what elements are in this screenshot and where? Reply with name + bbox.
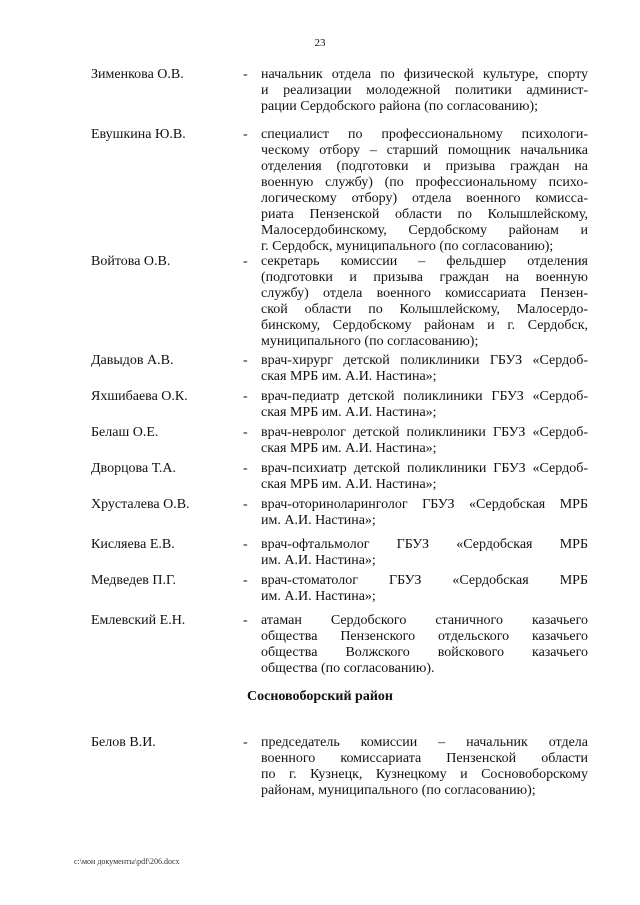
member-description-line: районам, муниципального (по согласованию); xyxy=(261,783,536,798)
member-description-line: им. А.И. Настина»; xyxy=(261,589,376,604)
member-name: Яхшибаева О.К. xyxy=(91,389,188,404)
member-description-line: рации Сердобского района (по согласованию); xyxy=(261,99,539,114)
member-description xyxy=(261,497,588,529)
member-description-line: врач-педиатр детской поликлиники ГБУЗ «Сердоб- xyxy=(261,389,588,404)
member-description xyxy=(261,353,588,385)
member-description-line: врач-стоматолог ГБУЗ «Сердобская МРБ xyxy=(261,573,588,588)
section-heading: Сосновоборский район xyxy=(247,689,393,704)
member-name: Хрусталева О.В. xyxy=(91,497,190,512)
member-description-line: (подготовки и призыва граждан на военную xyxy=(261,270,588,285)
member-description-line: отделения (подготовки и призыва граждан на xyxy=(261,159,588,174)
member-name: Белаш О.Е. xyxy=(91,425,159,440)
member-description xyxy=(261,254,588,350)
member-description xyxy=(261,389,588,421)
member-description-line: общества Пензенского отдельского казачьего xyxy=(261,629,588,644)
member-description-line: Малосердобинскому, Сердобскому районам и xyxy=(261,223,588,238)
member-description-line: и реализации молодежной политики админист- xyxy=(261,83,588,98)
member-description-line: им. А.И. Настина»; xyxy=(261,553,376,568)
member-description-line: ская МРБ им. А.И. Настина»; xyxy=(261,477,437,492)
member-name: Евушкина Ю.В. xyxy=(91,127,186,142)
member-description xyxy=(261,537,588,569)
member-name: Емлевский Е.Н. xyxy=(91,613,186,628)
member-description-line: г. Сердобск, муниципального (по согласованию); xyxy=(261,239,554,254)
member-dash: - xyxy=(243,613,248,628)
member-description-line: риата Пензенской области по Колышлейскому, xyxy=(261,207,588,222)
member-description-line: логическому отбору) отдела военного комисса- xyxy=(261,191,588,206)
member-dash: - xyxy=(243,735,248,750)
member-description-line: врач-хирург детской поликлиники ГБУЗ «Сердоб- xyxy=(261,353,588,368)
member-description-line: военную службу) (по профессиональному психо- xyxy=(261,175,588,190)
member-description-line: врач-психиатр детской поликлиники ГБУЗ «Сердоб- xyxy=(261,461,588,476)
member-description-line: военного комиссариата Пензенской области xyxy=(261,751,588,766)
member-description-line: врач-оториноларинголог ГБУЗ «Сердобская МРБ xyxy=(261,497,588,512)
member-description-line: ской области по Колышлейскому, Малосердо- xyxy=(261,302,588,317)
member-description-line: ская МРБ им. А.И. Настина»; xyxy=(261,405,437,420)
member-description-line: специалист по профессиональному психологи- xyxy=(261,127,588,142)
member-description-line: общества (по согласованию). xyxy=(261,661,435,676)
member-description-line: муниципального (по согласованию); xyxy=(261,334,479,349)
member-description xyxy=(261,67,588,115)
member-dash: - xyxy=(243,573,248,588)
member-name: Зименкова О.В. xyxy=(91,67,184,82)
member-description-line: бинскому, Сердобскому районам и г. Сердобск, xyxy=(261,318,588,333)
member-name: Кисляева Е.В. xyxy=(91,537,175,552)
member-description xyxy=(261,127,588,255)
member-description-line: начальник отдела по физической культуре, спорту xyxy=(261,67,588,82)
member-dash: - xyxy=(243,254,248,269)
member-dash: - xyxy=(243,537,248,552)
member-description-line: ческому отбору – старший помощник начальника xyxy=(261,143,588,158)
member-dash: - xyxy=(243,127,248,142)
member-description-line: врач-офтальмолог ГБУЗ «Сердобская МРБ xyxy=(261,537,588,552)
member-description-line: ская МРБ им. А.И. Настина»; xyxy=(261,441,437,456)
member-dash: - xyxy=(243,389,248,404)
member-description xyxy=(261,613,588,677)
member-description-line: по г. Кузнецк, Кузнецкому и Сосновоборскому xyxy=(261,767,588,782)
member-name: Войтова О.В. xyxy=(91,254,171,269)
page-number: 23 xyxy=(314,37,326,49)
member-description-line: атаман Сердобского станичного казачьего xyxy=(261,613,588,628)
member-name: Дворцова Т.А. xyxy=(91,461,176,476)
member-description xyxy=(261,573,588,605)
member-name: Давыдов А.В. xyxy=(91,353,174,368)
member-description-line: секретарь комиссии – фельдшер отделения xyxy=(261,254,588,269)
member-dash: - xyxy=(243,353,248,368)
member-dash: - xyxy=(243,67,248,82)
member-description-line: им. А.И. Настина»; xyxy=(261,513,376,528)
member-description xyxy=(261,735,588,799)
member-description-line: общества Волжского войскового казачьего xyxy=(261,645,588,660)
member-dash: - xyxy=(243,425,248,440)
member-description-line: ская МРБ им. А.И. Настина»; xyxy=(261,369,437,384)
member-dash: - xyxy=(243,461,248,476)
member-description xyxy=(261,425,588,457)
member-description-line: председатель комиссии – начальник отдела xyxy=(261,735,588,750)
member-description-line: службу) отдела военного комиссариата Пензен- xyxy=(261,286,588,301)
member-description-line: врач-невролог детской поликлиники ГБУЗ «Сердоб- xyxy=(261,425,588,440)
member-name: Медведев П.Г. xyxy=(91,573,177,588)
footer-file-path: c:\мои документы\pdf\206.docx xyxy=(74,857,180,866)
member-description xyxy=(261,461,588,493)
member-dash: - xyxy=(243,497,248,512)
member-name: Белов В.И. xyxy=(91,735,156,750)
